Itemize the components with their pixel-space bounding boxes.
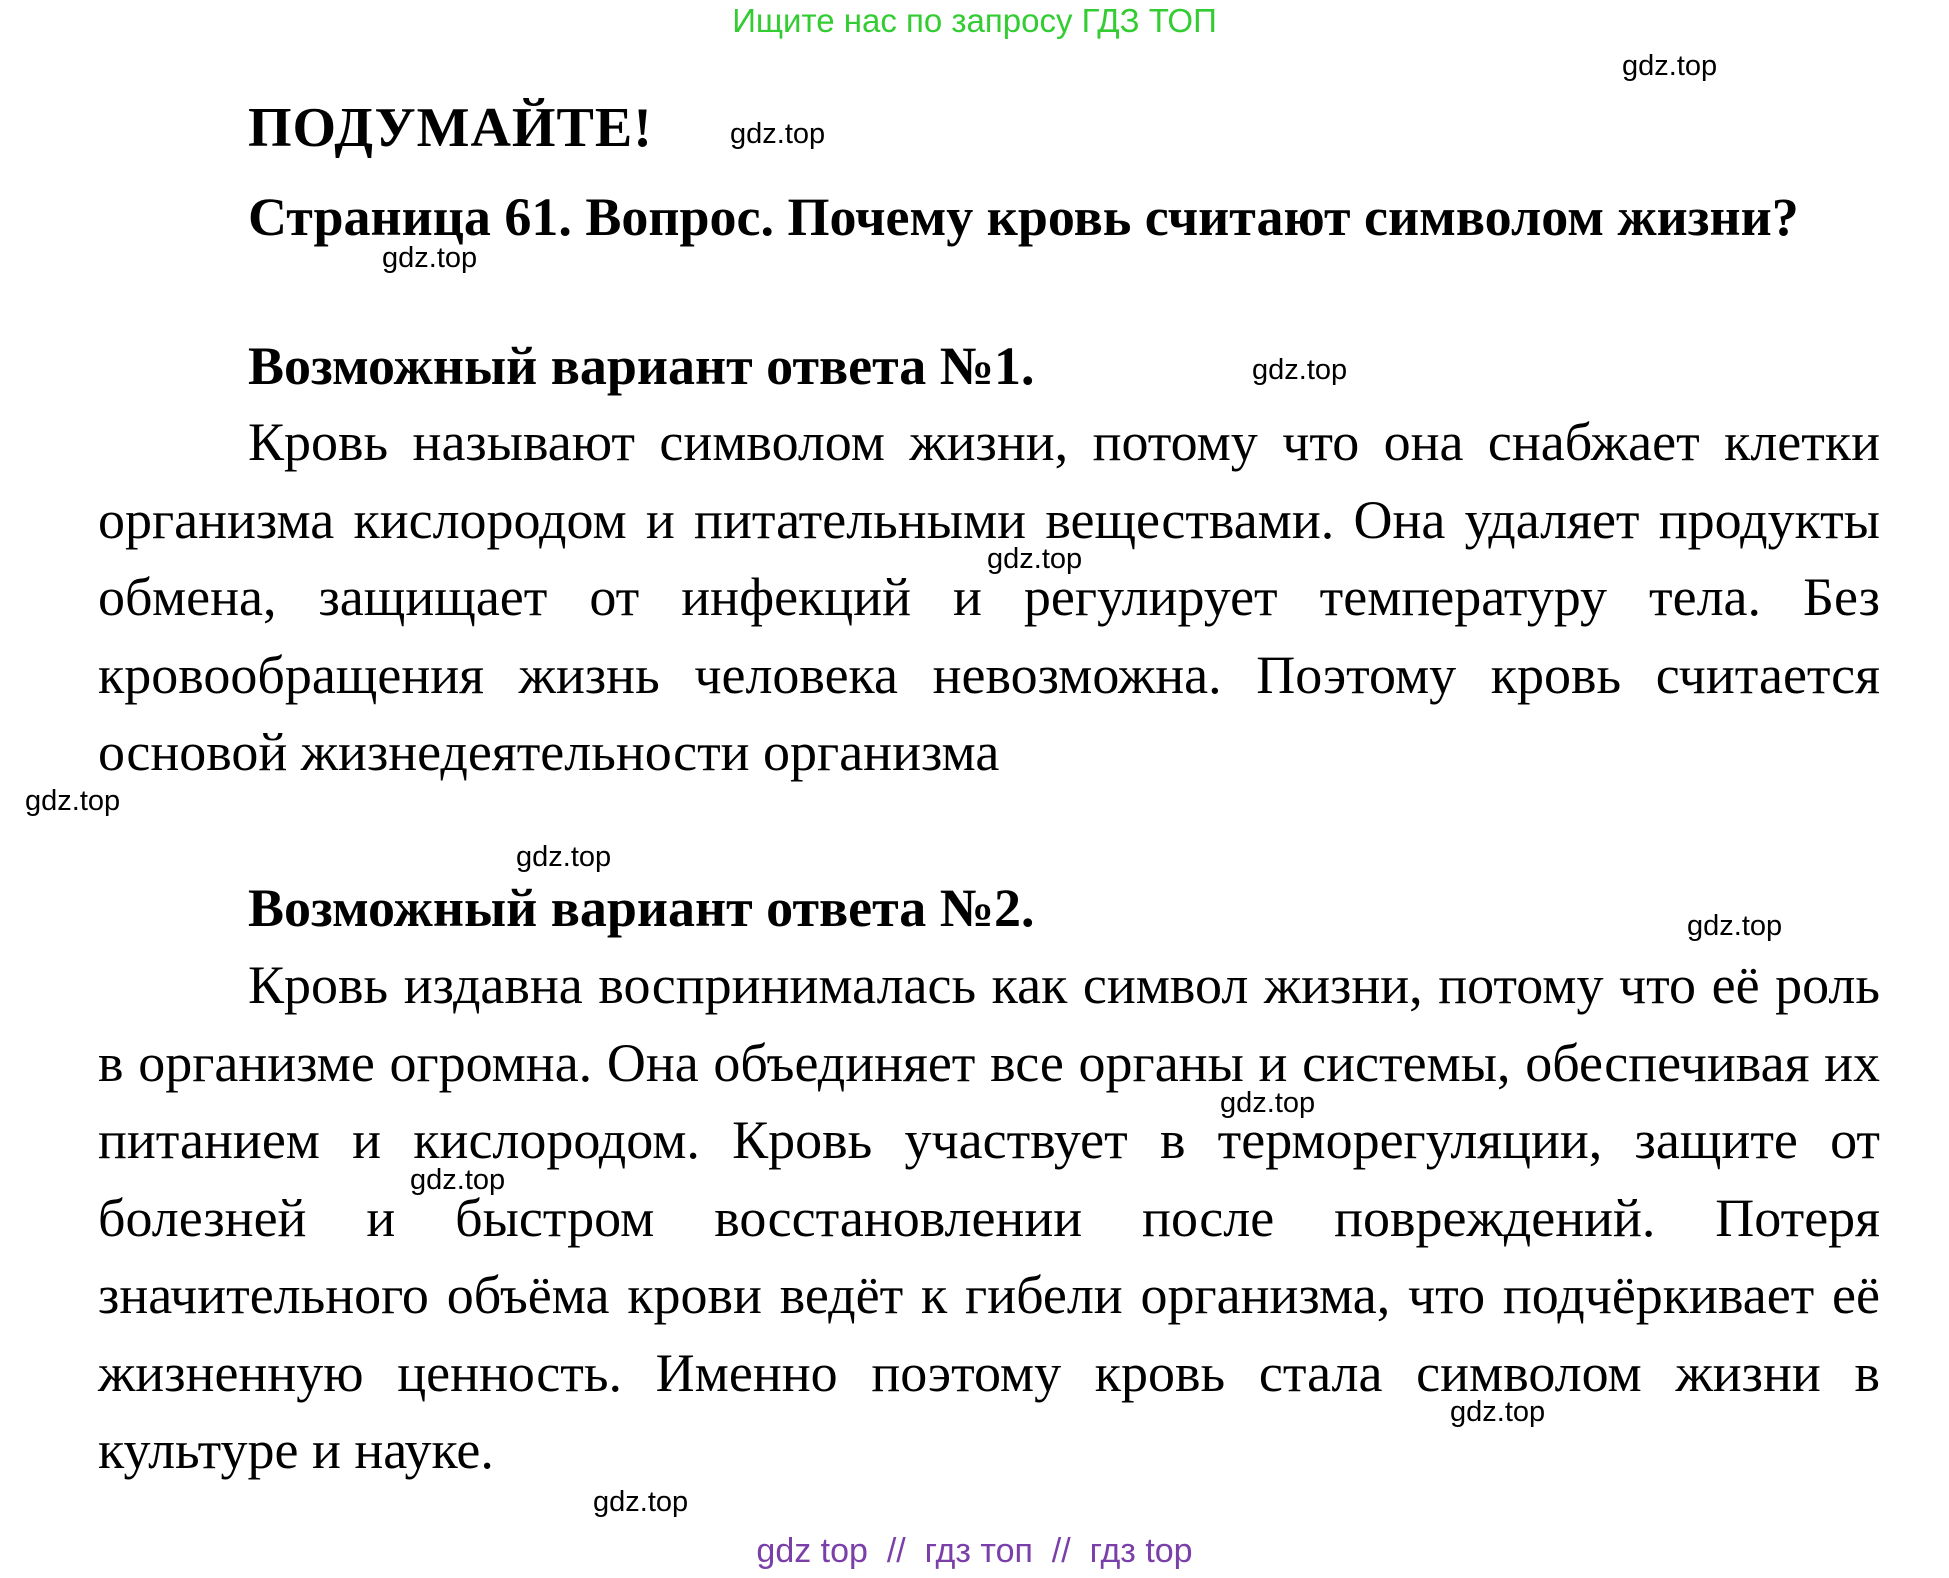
question-title xyxy=(98,178,1880,257)
watermark: gdz.top xyxy=(1252,354,1348,386)
bottom-banner: gdz top // гдз топ // гдз top xyxy=(756,1532,1193,1570)
watermark: gdz.top xyxy=(25,785,121,817)
variant-2-title: Возможный вариант ответа №2. xyxy=(248,878,1035,938)
watermark: gdz.top xyxy=(593,1486,689,1518)
watermark: gdz.top xyxy=(1687,910,1783,942)
watermark: gdz.top xyxy=(382,242,478,274)
variant-1-text xyxy=(98,404,1880,792)
watermark: gdz.top xyxy=(410,1164,506,1196)
variant-1-title: Возможный вариант ответа №1. xyxy=(248,336,1035,396)
variant-1-body: Кровь называют символом жизни, потому что она снабжает клетки организма кислородом и питательными веществами. Она удаляет продукты обмена, защищает от инфекций и регулирует температуру тела. Без кровообращения жизнь человека невозможна. Поэтому кровь считается основой жизнедеятельности организма xyxy=(98,412,1880,782)
question-text: Страница 61. Вопрос. Почему кровь считают символом жизни? xyxy=(248,187,1799,247)
variant-2-text xyxy=(98,947,1880,1490)
page-heading: ПОДУМАЙТЕ! xyxy=(248,97,653,159)
watermark: gdz.top xyxy=(516,841,612,873)
variant-2-body: Кровь издавна воспринималась как символ жизни, потому что её роль в организме огромна. Она объединяет все органы и системы, обеспечивая их питанием и кислородом. Кровь участвует в терморегуляции, защите от болезней и быстром восстановлении после повреждений. Потеря значительного объёма крови ведёт к гибели организма, что подчёркивает её жизненную ценность. Именно поэтому кровь стала символом жизни в культуре и науке. xyxy=(98,955,1880,1480)
watermark: gdz.top xyxy=(987,543,1083,575)
watermark: gdz.top xyxy=(1220,1087,1316,1119)
watermark: gdz.top xyxy=(730,118,826,150)
top-banner: Ищите нас по запросу ГДЗ ТОП xyxy=(732,2,1217,39)
watermark: gdz.top xyxy=(1450,1396,1546,1428)
watermark: gdz.top xyxy=(1622,50,1718,82)
